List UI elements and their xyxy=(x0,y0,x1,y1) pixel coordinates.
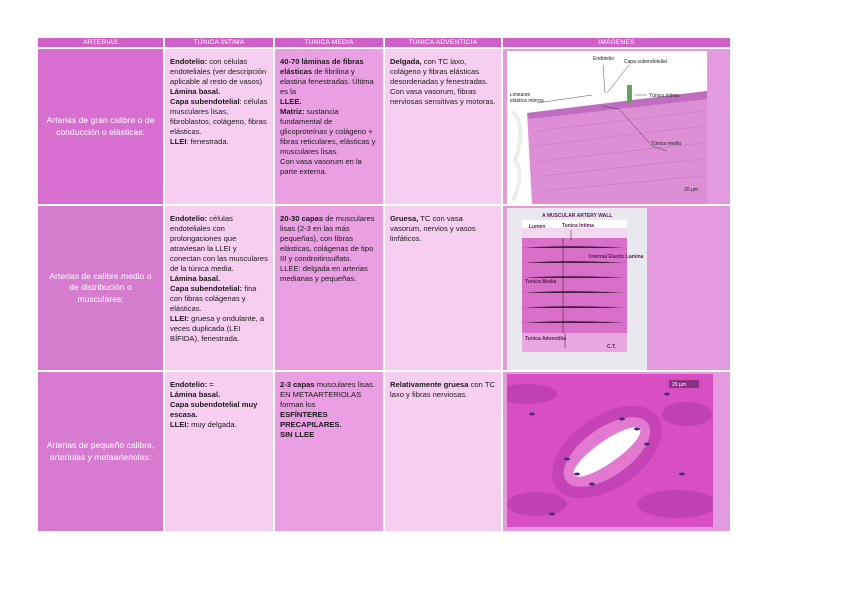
elastic-artery-micrograph xyxy=(507,51,707,204)
description-text: : células musculares lisas, fibroblastos, colágeno, fibras elásticas. xyxy=(170,97,268,137)
header-tunica-adventicia: TÚNICA ADVENTICIA xyxy=(384,37,502,48)
description-text: TC con vasa vasorum, nervios y vasos linfáticos. xyxy=(390,214,476,244)
row-label-musculares: Arterias de calibre medio o de distribución o musculares: xyxy=(37,205,164,371)
description-text: con TC laxo, colágeno y fibras elásticas desordenadas y fenestradas. xyxy=(390,57,488,87)
cell-paragraph xyxy=(170,274,268,284)
arteries-table xyxy=(37,37,731,532)
cell-paragraph xyxy=(280,390,378,410)
label-capa-subendotelial: Capa subendotelial xyxy=(624,59,667,65)
cell-image xyxy=(502,48,731,205)
cell-intima xyxy=(164,205,274,371)
label-ct: C.T. xyxy=(607,344,616,350)
cell-paragraph xyxy=(280,107,378,157)
cell-paragraph xyxy=(390,214,496,244)
cell-intima xyxy=(164,371,274,532)
cell-adventicia xyxy=(384,371,502,532)
bold-term: Endotelio: xyxy=(170,214,208,223)
cell-paragraph xyxy=(170,380,268,390)
cell-intima xyxy=(164,48,274,205)
cell-paragraph xyxy=(390,57,496,87)
description-text: con TC laxo y fibras nerviosas. xyxy=(390,380,495,400)
description-text: LLEE: delgada en arterias medianas y pequeñas. xyxy=(280,264,368,284)
cell-paragraph xyxy=(170,420,268,430)
cell-media xyxy=(274,205,384,371)
description-text: de fibrilina y elastina fenestradas. Última es la xyxy=(280,67,374,97)
cell-paragraph xyxy=(280,157,378,177)
bold-term: LLEI: xyxy=(170,420,189,430)
cell-paragraph xyxy=(390,87,496,107)
bold-term: Lámina basal. xyxy=(170,87,221,97)
description-text: muy delgada. xyxy=(188,420,237,430)
cell-paragraph xyxy=(170,400,268,420)
bold-term: Delgada, xyxy=(390,57,422,66)
label-lumen: Lumen xyxy=(529,224,546,230)
bold-term: Endotelio: xyxy=(170,380,208,389)
cell-image xyxy=(502,205,731,371)
label-muscular-title: A MUSCULAR ARTERY WALL xyxy=(542,213,613,219)
label-tunica-media: Tunica Media xyxy=(525,279,557,285)
cell-paragraph xyxy=(280,430,378,440)
bold-term: Lámina basal. xyxy=(170,274,221,284)
cell-adventicia xyxy=(384,205,502,371)
header-tunica-media: TÚNICA MEDIA xyxy=(274,37,384,48)
cell-image xyxy=(502,371,731,532)
description-text: fina con fibras colágenas y elásticas. xyxy=(170,284,257,314)
arteriole-micrograph xyxy=(507,374,713,527)
bold-term: ESFÍNTERES PRECAPILARES. xyxy=(280,410,342,430)
bold-term: Endotelio: xyxy=(170,57,208,66)
bold-term: Matriz: xyxy=(280,107,305,117)
description-text: Con vasa vasorum en la parte externa. xyxy=(280,157,362,177)
cell-paragraph xyxy=(280,57,378,97)
label-tunica-media: Túnica media xyxy=(651,141,682,147)
cell-paragraph xyxy=(170,284,268,314)
label-tunica-intima: Tunica Intima xyxy=(562,223,594,229)
cell-paragraph xyxy=(280,264,378,284)
bold-term: Capa subendotelial muy escasa. xyxy=(170,400,258,420)
row-label-elasticas: Arterias de gran calibre o de conducción o elásticas: xyxy=(37,48,164,205)
cell-paragraph xyxy=(170,97,268,137)
bold-term: 40-70 láminas de fibras elásticas xyxy=(280,57,364,77)
cell-paragraph xyxy=(280,214,378,264)
label-endotelio: Endotelio xyxy=(593,56,614,62)
cell-paragraph xyxy=(170,137,268,147)
label-scale: 20 µm xyxy=(684,187,698,193)
bold-term: SIN LLEE xyxy=(280,430,315,440)
bold-term: Relativamente gruesa xyxy=(390,380,469,389)
row-label-arteriolas: Arterias de pequeño calibre, arteriolas y metaarteriolas: xyxy=(37,371,164,532)
description-text: = xyxy=(207,380,214,389)
cell-paragraph xyxy=(170,87,268,97)
bold-term: LLEI xyxy=(170,137,187,147)
cell-paragraph xyxy=(280,410,378,430)
bold-term: Gruesa, xyxy=(390,214,419,223)
cell-paragraph xyxy=(390,380,496,400)
header-tunica-intima: TÚNICA ÍNTIMA xyxy=(164,37,274,48)
description-text: : fenestrada. xyxy=(186,137,229,147)
bold-term: Capa subendotelial xyxy=(170,97,240,107)
description-text: de musculares lisas (2-3 en las más pequeñas), con fibras elásticas, colágenas de tipo III y condroitinsulfato. xyxy=(280,214,375,264)
bold-term: Lámina basal. xyxy=(170,390,221,400)
header-arterias: ARTERIAS xyxy=(37,37,164,48)
label-iel: Internal Elastic Lamina xyxy=(589,254,644,260)
muscular-artery-micrograph xyxy=(507,208,647,370)
bold-term: Capa subendotelial: xyxy=(170,284,243,294)
bold-term: 2-3 capas xyxy=(280,380,315,389)
bold-term: LLEE. xyxy=(280,97,302,107)
cell-media xyxy=(274,371,384,532)
cell-media xyxy=(274,48,384,205)
label-limitante: Limitante elástica interna xyxy=(510,93,544,104)
description-text: musculares lisas. xyxy=(314,380,375,389)
label-tunica-adventitia: Tunica Adventitia xyxy=(525,336,567,342)
description-text: células endoteliales con prolongaciones que atraviesan la LLEI y conectan con las musculares de la túnica media. xyxy=(170,214,268,274)
cell-paragraph xyxy=(280,380,378,390)
description-text: EN METAARTERIOLAS forman los xyxy=(280,390,362,410)
description-text: sustancia fundamental de glicoproteínas y colágeno + fibras reticulares, elásticas y musculares lisas. xyxy=(280,107,376,157)
bold-term: LLEI: xyxy=(170,314,189,324)
header-imagenes: IMÁGENES xyxy=(502,37,731,48)
label-scale: 20 µm xyxy=(672,382,686,388)
cell-paragraph xyxy=(170,314,268,344)
cell-paragraph xyxy=(170,390,268,400)
cell-adventicia xyxy=(384,48,502,205)
label-tunica-intima: Túnica íntima xyxy=(649,93,680,99)
bold-term: 20-30 capas xyxy=(280,214,324,223)
cell-paragraph xyxy=(170,214,268,274)
description-text: Con vasa vasorum, fibras nerviosas sensitivas y motoras. xyxy=(390,87,496,107)
cell-paragraph xyxy=(170,57,268,87)
description-text: con células endoteliales (ver descripción aplicable al resto de vasos) xyxy=(170,57,267,87)
cell-paragraph xyxy=(280,97,378,107)
description-text: gruesa y ondulante, a veces duplicada (LEI BÍFIDA), fenestrada. xyxy=(170,314,265,344)
